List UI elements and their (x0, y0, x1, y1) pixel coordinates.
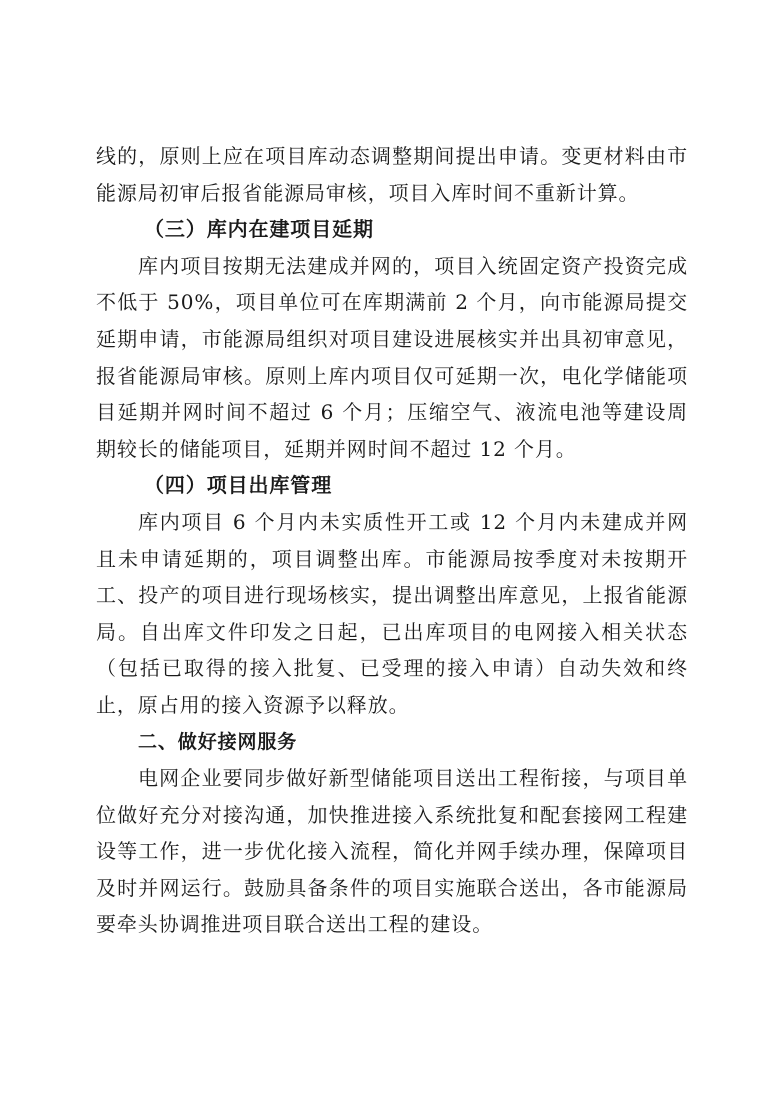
paragraph-extension: 库内项目按期无法建成并网的，项目入统固定资产投资完成不低于 50%，项目单位可在库期满前 2 个月，向市能源局提交延期申请，市能源局组织对项目建设进展核实并出具初审意见，报省能源局审核。原则上库内项目仅可延期一次，电化学储能项目延期并网时间不超过 6 个月；压缩空气、液流电池等建设周期较长的储能项目，延期并网时间不超过 12 个月。 (96, 253, 688, 461)
heading-section-4: （四）项目出库管理 (144, 473, 333, 498)
paragraph-continuation: 线的，原则上应在项目库动态调整期间提出申请。变更材料由市能源局初审后报省能源局审核，项目入库时间不重新计算。 (96, 144, 688, 205)
heading-section-3: （三）库内在建项目延期 (144, 217, 374, 242)
paragraph-grid-service: 电网企业要同步做好新型储能项目送出工程衔接，与项目单位做好充分对接沟通，加快推进接入系统批复和配套接网工程建设等工作，进一步优化接入流程，简化并网手续办理，保障项目及时并网运行。鼓励具备条件的项目实施联合送出，各市能源局要牵头协调推进项目联合送出工程的建设。 (96, 766, 688, 937)
paragraph-removal: 库内项目 6 个月内未实质性开工或 12 个月内未建成并网且未申请延期的，项目调整出库。市能源局按季度对未按期开工、投产的项目进行现场核实，提出调整出库意见，上报省能源局。自出库文件印发之日起，已出库项目的电网接入相关状态（包括已取得的接入批复、已受理的接入申请）自动失效和终止，原占用的接入资源予以释放。 (96, 509, 688, 717)
heading-part-2: 二、做好接网服务 (138, 730, 298, 753)
